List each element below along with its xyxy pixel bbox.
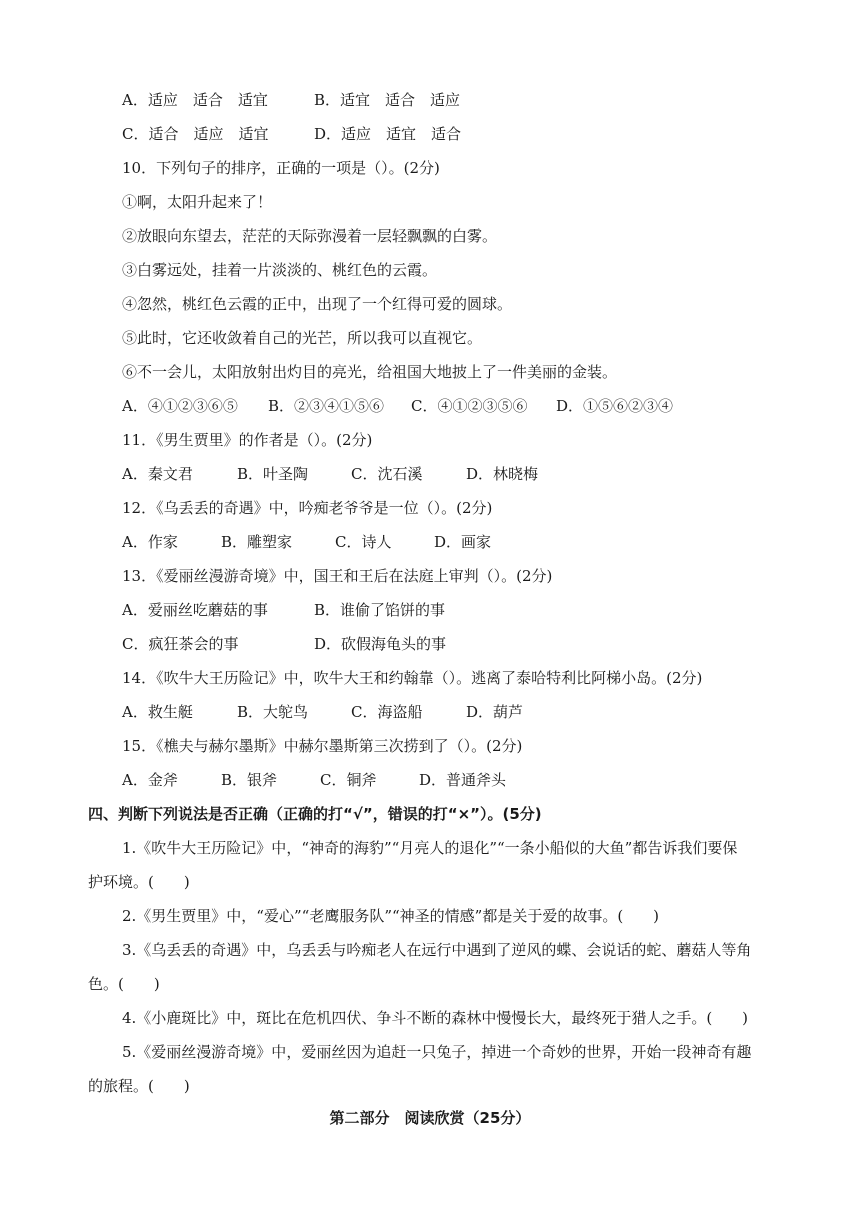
q12-option-d: D．画家 bbox=[434, 533, 492, 551]
q10-option-b: B．②③④①⑤⑥ bbox=[268, 397, 385, 415]
q13-stem: 13．《爱丽丝漫游奇境》中，国王和王后在法庭上审判（）。(2分) bbox=[122, 567, 553, 585]
q15-option-c: C．铜斧 bbox=[320, 771, 377, 789]
judge-item-1-line2: 护环境。( ) bbox=[88, 873, 190, 891]
q13-option-d: D．砍假海龟头的事 bbox=[314, 635, 447, 653]
q11-option-a: A．秦文君 bbox=[122, 465, 193, 483]
q12-option-c: C．诗人 bbox=[335, 533, 392, 551]
q14-option-a: A．救生艇 bbox=[122, 703, 193, 721]
q9-option-b: B．适宜 适合 适应 bbox=[314, 91, 461, 109]
judge-item-1-line1: 1.《吹牛大王历险记》中，“神奇的海豹”“月亮人的退化”“一条小船似的大鱼”都告诉我们要保 bbox=[122, 839, 738, 857]
judge-item-5-line1: 5.《爱丽丝漫游奇境》中，爱丽丝因为追赶一只兔子，掉进一个奇妙的世界，开始一段神奇有趣 bbox=[122, 1043, 752, 1061]
q13-option-c: C．疯狂茶会的事 bbox=[122, 635, 239, 653]
q10-option-c: C．④①②③⑤⑥ bbox=[411, 397, 528, 415]
q10-option-d: D．①⑤⑥②③④ bbox=[556, 397, 674, 415]
judge-item-3-line1: 3.《乌丢丢的奇遇》中，乌丢丢与吟痴老人在远行中遇到了逆风的蝶、会说话的蛇、蘑菇人等角 bbox=[122, 941, 752, 959]
q15-option-b: B．银斧 bbox=[221, 771, 278, 789]
q12-option-b: B．雕塑家 bbox=[221, 533, 293, 551]
q13-option-a: A．爱丽丝吃蘑菇的事 bbox=[122, 601, 268, 619]
q10-option-a: A．④①②③⑥⑤ bbox=[122, 397, 238, 415]
q10-stem: 10．下列句子的排序，正确的一项是（）。(2分) bbox=[122, 159, 440, 177]
q14-option-d: D．葫芦 bbox=[466, 703, 524, 721]
judge-item-2: 2.《男生贾里》中，“爱心”“老鹰服务队”“神圣的情感”都是关于爱的故事。( ) bbox=[122, 907, 660, 925]
q9-option-c: C．适合 适应 适宜 bbox=[122, 125, 269, 143]
q15-stem: 15．《樵夫与赫尔墨斯》中赫尔墨斯第三次捞到了（）。(2分) bbox=[122, 737, 523, 755]
q14-stem: 14．《吹牛大王历险记》中，吹牛大王和约翰靠（）。逃离了泰哈特利比阿梯小岛。(2分) bbox=[122, 669, 703, 687]
q11-option-c: C．沈石溪 bbox=[351, 465, 423, 483]
judge-item-3-line2: 色。( ) bbox=[88, 975, 160, 993]
part2-heading: 第二部分 阅读欣赏（25分） bbox=[329, 1109, 531, 1127]
q12-option-a: A．作家 bbox=[122, 533, 178, 551]
q9-option-d: D．适应 适宜 适合 bbox=[314, 125, 462, 143]
q9-option-a: A．适应 适合 适宜 bbox=[122, 91, 268, 109]
q10-sentence-5: ⑤此时，它还收敛着自己的光芒，所以我可以直视它。 bbox=[122, 329, 483, 347]
q10-sentence-2: ②放眼向东望去，茫茫的天际弥漫着一层轻飘飘的白雾。 bbox=[122, 227, 498, 245]
q10-sentence-1: ①啊，太阳升起来了！ bbox=[122, 193, 273, 211]
q14-option-b: B．大鸵鸟 bbox=[237, 703, 309, 721]
q11-option-b: B．叶圣陶 bbox=[237, 465, 309, 483]
q12-stem: 12．《乌丢丢的奇遇》中，吟痴老爷爷是一位（）。(2分) bbox=[122, 499, 493, 517]
q10-sentence-4: ④忽然，桃红色云霞的正中，出现了一个红得可爱的圆球。 bbox=[122, 295, 513, 313]
judge-item-4: 4.《小鹿斑比》中，斑比在危机四伏、争斗不断的森林中慢慢长大，最终死于猎人之手。( ) bbox=[122, 1009, 749, 1027]
q15-option-d: D．普通斧头 bbox=[419, 771, 507, 789]
judge-item-5-line2: 的旅程。( ) bbox=[88, 1077, 190, 1095]
q13-option-b: B．谁偷了馅饼的事 bbox=[314, 601, 446, 619]
q11-stem: 11．《男生贾里》的作者是（）。(2分) bbox=[122, 431, 373, 449]
section4-heading: 四、判断下列说法是否正确（正确的打“√”，错误的打“×”）。(5分) bbox=[88, 805, 542, 823]
q11-option-d: D．林晓梅 bbox=[466, 465, 539, 483]
q10-sentence-3: ③白雾远处，挂着一片淡淡的、桃红色的云霞。 bbox=[122, 261, 438, 279]
q15-option-a: A．金斧 bbox=[122, 771, 178, 789]
q14-option-c: C．海盗船 bbox=[351, 703, 423, 721]
q10-sentence-6: ⑥不一会儿，太阳放射出灼目的亮光，给祖国大地披上了一件美丽的金装。 bbox=[122, 363, 618, 381]
